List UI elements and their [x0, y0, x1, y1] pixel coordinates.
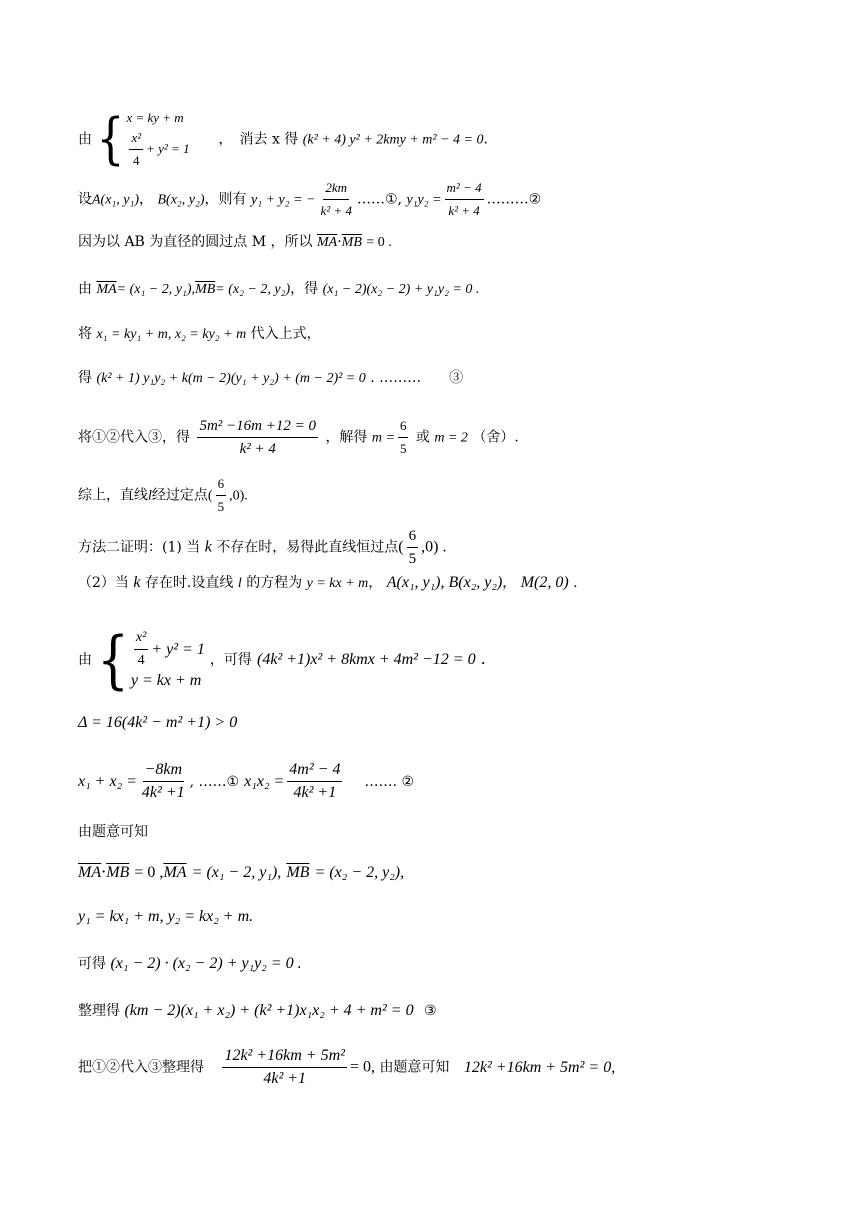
text-prefix: 综上，直线	[78, 487, 148, 504]
text-prefix: 方法二证明：(1) 当	[78, 539, 201, 556]
fraction-numerator: −8km	[143, 760, 184, 782]
text-mid: 由题意可知	[379, 1059, 450, 1076]
fraction-denominator: 5	[408, 551, 417, 567]
fraction-denominator: 5	[399, 441, 407, 456]
eq-line-9	[78, 526, 446, 569]
vector-ma-def: = (x₁ − 2, y₁),	[191, 864, 282, 881]
text-mid: 存在时.设直线	[144, 575, 234, 591]
period: .	[483, 131, 488, 148]
text-prefix: 将①②代入③，得	[78, 429, 190, 446]
system-eq-2: y = kx + m	[130, 672, 202, 689]
vector-ma: $\overline{MA}$	[78, 864, 102, 881]
text-prefix: 由	[78, 131, 92, 148]
marker-3: ③	[424, 1003, 437, 1019]
symbol-k: k	[204, 538, 212, 556]
dot-operator: ·	[101, 862, 107, 881]
text-mid: ，解得	[325, 429, 368, 446]
period: .	[573, 575, 578, 591]
eq-line-14	[78, 822, 148, 842]
text-mid: ，可得	[209, 652, 252, 668]
eq-line-1	[78, 108, 488, 171]
paren-open: (	[398, 538, 404, 556]
fraction-numerator: 6	[398, 416, 409, 438]
product-lhs: x₁x₂ =	[244, 773, 285, 790]
math-result: (k² + 4) y² + 2kmy + m² − 4 = 0	[302, 132, 484, 148]
vector-ma: $\overline{MA}$	[317, 235, 338, 250]
text-mid: ， 消去 x 得	[218, 131, 299, 148]
point-b: B(x₂, y₂)	[157, 192, 205, 208]
text-prefix: 由	[78, 281, 92, 297]
fraction-numerator: 6	[407, 526, 419, 548]
text-mid: 经过定点	[151, 487, 208, 504]
text-content: 因为以 AB 为直径的圆过点 M ，所以	[78, 234, 313, 250]
line-symbol-l: l	[237, 576, 242, 591]
discriminant: Δ = 16(4k² − m² +1) > 0	[78, 714, 238, 731]
math-zero: = 0 ,	[134, 864, 164, 881]
marker-2: ………②	[486, 191, 542, 208]
text-mid: 不存在时，易得此直线恒过点	[216, 539, 399, 556]
equation-system-1	[96, 108, 189, 171]
solution-lhs: m =	[371, 430, 395, 446]
fraction-numerator: 5m² −16m +12 = 0	[197, 416, 318, 438]
fraction-denominator: k² + 4	[239, 441, 276, 457]
period: .	[480, 649, 486, 668]
point-a: A(x₁, y₁)	[92, 192, 140, 208]
math-substitution: y₁ = kx₁ + m, y₂ = kx₂ + m.	[78, 908, 254, 925]
eq-line-6	[78, 368, 463, 389]
separator: ，	[502, 575, 517, 591]
math-result: (x₁ − 2)(x₂ − 2) + y₁y₂ = 0 .	[322, 282, 480, 297]
fraction-denominator: k² + 4	[448, 203, 480, 218]
eq-line-16	[78, 906, 253, 927]
equation-system-2	[97, 623, 205, 696]
math-result: (4k² +1)x² + 8kmx + 4m² −12 = 0	[257, 651, 476, 668]
fraction-denominator: k² + 4	[320, 203, 352, 218]
fraction-denominator: 4k² +1	[293, 784, 337, 801]
math-substitution: x₁ = ky₁ + m, x₂ = ky₂ + m	[96, 327, 247, 342]
vector-ma-def: = (x₁ − 2, y₁),	[116, 282, 196, 297]
fraction-denominator: 4k² +1	[141, 784, 185, 801]
system-eq-1: x = ky + m	[126, 110, 184, 125]
text-prefix: 把①②代入③整理得	[78, 1059, 204, 1076]
fraction-numerator: 12k² +16km + 5m²	[222, 1046, 347, 1068]
solution-2: m = 2	[434, 430, 468, 446]
eq-line-3	[78, 232, 392, 253]
eq-line-11	[78, 623, 486, 696]
eq-line-5	[78, 324, 321, 345]
vector-mb: $\overline{MB}$	[341, 235, 362, 250]
fraction-numerator: 4m² − 4	[287, 760, 342, 782]
fraction-numerator: x²	[129, 128, 143, 150]
vector-mb-def: = (x₂ − 2, y₂),	[314, 864, 405, 881]
points-ab: A(x₁, y₁), B(x₂, y₂)	[386, 574, 503, 591]
text-mid-2: 的方程为	[246, 575, 303, 591]
eq-line-15	[78, 862, 404, 883]
eq-line-19	[78, 1046, 615, 1089]
math-rest: = 0 .	[366, 235, 392, 250]
separator: ，	[139, 191, 154, 208]
eq-line-8	[78, 474, 248, 517]
fraction-numerator: x²	[134, 628, 148, 650]
text-mid: ，得	[290, 281, 319, 297]
math-equation-3: (k² + 1) y₁y₂ + k(m − 2)(y₁ + y₂) + (m − 2)² = 0	[96, 371, 366, 386]
vector-ma: $\overline{MA}$	[96, 282, 117, 297]
marker-1: , ……①	[189, 774, 240, 790]
text-prefix: （2）当	[78, 575, 129, 591]
fraction-denominator: 4k² +1	[263, 1070, 307, 1087]
paren-open: (	[207, 488, 213, 504]
product-lhs: y₁y₂ =	[406, 192, 442, 208]
brace: {	[97, 623, 129, 696]
text-prefix: 得	[78, 370, 92, 386]
fraction-numerator: 6	[216, 474, 227, 496]
eq-line-4	[78, 279, 479, 300]
dot-operator: ·	[337, 234, 342, 250]
eq-line-2	[78, 178, 541, 221]
sum-lhs: x₁ + x₂ =	[78, 773, 137, 790]
sum-lhs: y₁ + y₂ = −	[251, 192, 316, 208]
vector-mb: $\overline{MB}$	[286, 864, 310, 881]
math-equation-3: (km − 2)(x₁ + x₂) + (k² +1)x₁x₂ + 4 + m² = 0	[124, 1002, 414, 1019]
line-equation: y = kx + m	[306, 576, 369, 591]
text-prefix: 将	[78, 326, 92, 342]
eq-line-18	[78, 1001, 437, 1021]
text-or: 或	[415, 429, 430, 446]
vector-mb: $\overline{MB}$	[106, 864, 130, 881]
math-result: 12k² +16km + 5m² = 0,	[463, 1058, 616, 1076]
line-symbol-l: l	[148, 488, 152, 504]
eq-line-10	[78, 573, 578, 594]
system-eq-2-rest: + y² = 1	[146, 141, 190, 156]
paren-close: ,0).	[229, 488, 248, 504]
eq-line-7	[78, 416, 519, 459]
fraction-denominator: 4	[133, 153, 140, 168]
vector-ma: $\overline{MA}$	[163, 864, 187, 881]
text-rejected: （舍）.	[472, 429, 519, 446]
text-prefix: 由	[78, 652, 92, 668]
marker-1: ……①,	[356, 191, 402, 208]
point-m: M(2, 0)	[520, 574, 569, 591]
text-mid: ，则有	[204, 191, 247, 208]
marker-3: . ……… ③	[370, 370, 464, 386]
fraction-denominator: 4	[137, 653, 145, 668]
text-prefix: 设	[78, 191, 92, 208]
math-zero: = 0,	[349, 1058, 375, 1076]
math-equation: (x₁ − 2) · (x₂ − 2) + y₁y₂ = 0 .	[110, 955, 302, 972]
eq-line-17	[78, 954, 302, 974]
vector-mb: $\overline{MB}$	[195, 282, 216, 297]
brace: {	[96, 107, 125, 171]
paren-close: ,0) .	[421, 538, 447, 556]
symbol-k: k	[133, 574, 141, 591]
text-content: 由题意可知	[78, 824, 148, 840]
eq-line-12	[78, 712, 237, 733]
eq-line-13	[78, 760, 414, 803]
text-suffix: 代入上式，	[250, 326, 321, 342]
fraction-denominator: 5	[217, 499, 225, 514]
text-prefix: 整理得	[78, 1003, 120, 1019]
system-eq-1-rest: + y² = 1	[151, 641, 205, 658]
fraction-numerator: m² − 4	[445, 178, 484, 200]
marker-2: ……. ②	[364, 774, 414, 790]
vector-mb-def: = (x₂ − 2, y₂)	[215, 282, 291, 297]
separator: ，	[368, 575, 383, 591]
text-prefix: 可得	[78, 956, 106, 972]
fraction-numerator: 2km	[323, 178, 349, 200]
